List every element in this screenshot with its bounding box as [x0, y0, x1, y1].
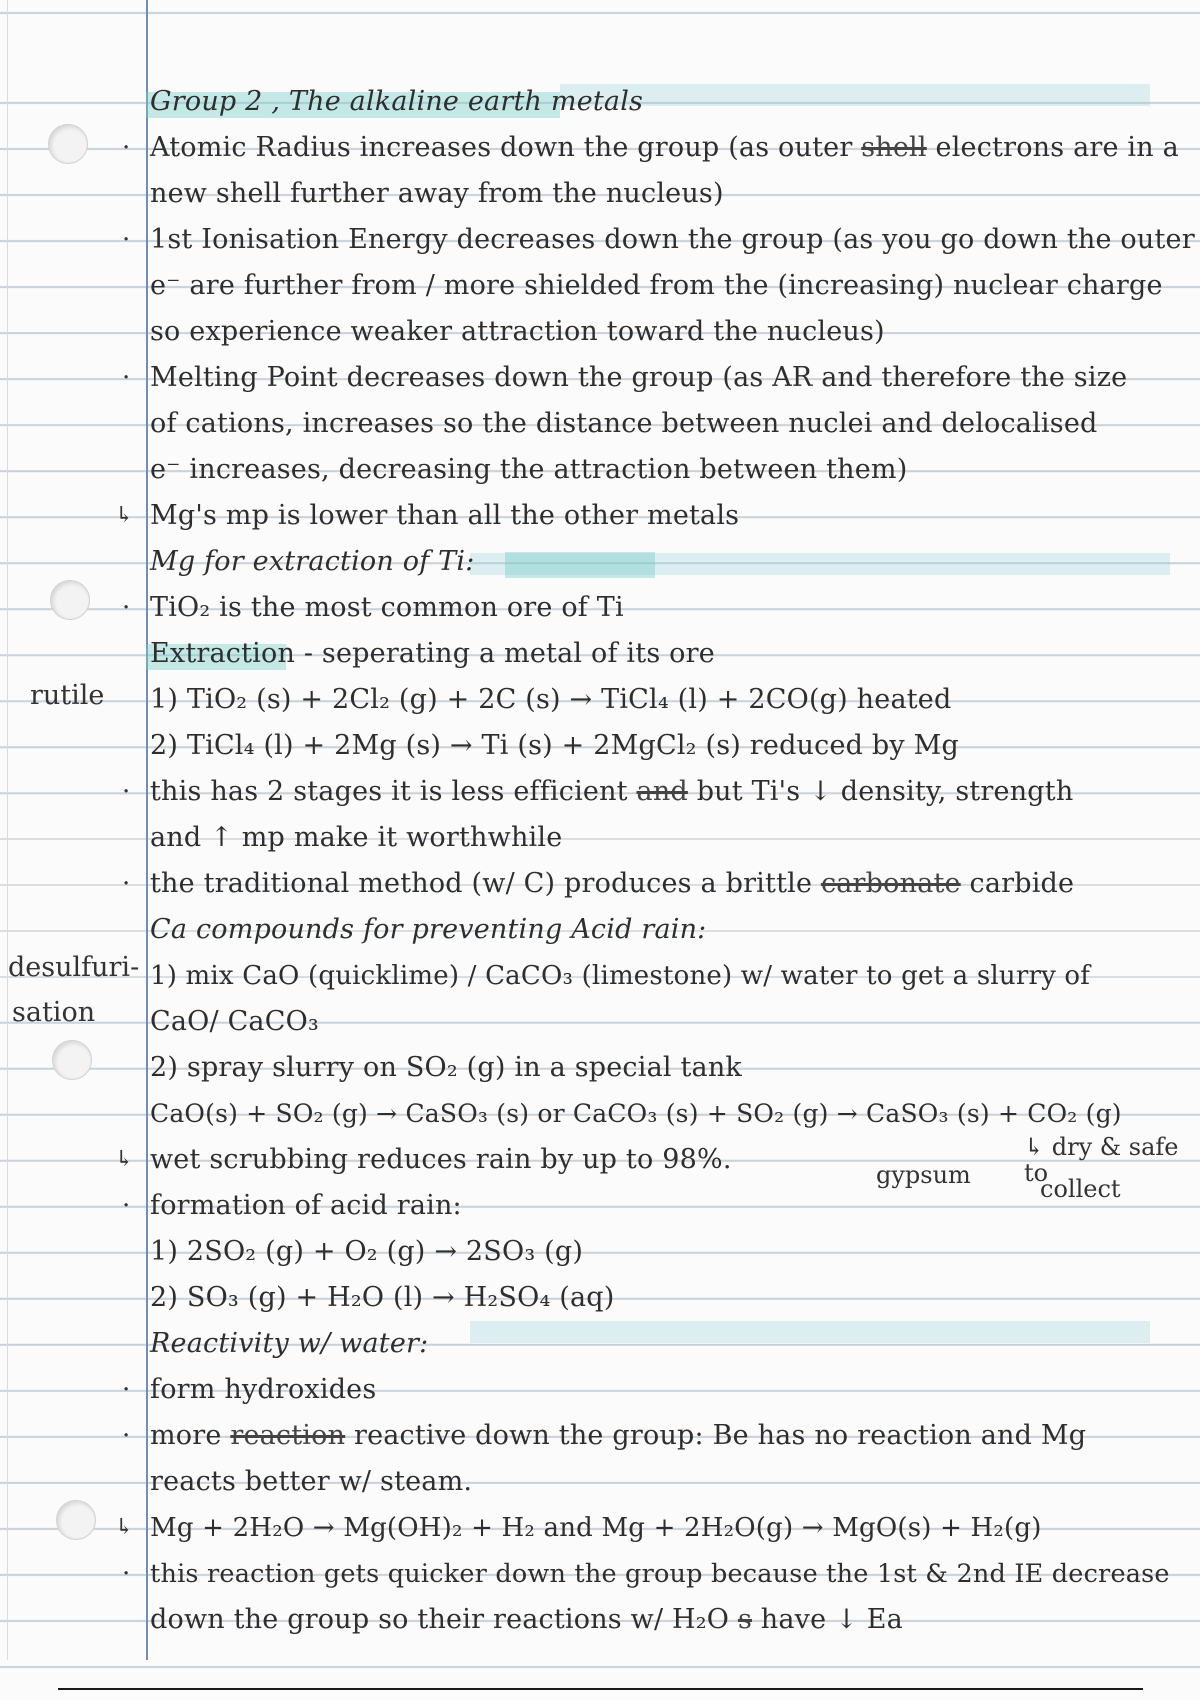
bullet-marker: ·: [122, 1559, 131, 1589]
struck-word: reaction: [230, 1420, 346, 1451]
note-line: of cations, increases so the distance between nuclei and delocalised: [150, 408, 1098, 439]
note-line: Melting Point decreases down the group (as AR and therefore the size: [150, 362, 1128, 393]
note-line: [150, 126, 1179, 170]
subheading-acid-rain: Ca compounds for preventing Acid rain:: [150, 914, 707, 945]
subheading-reactivity: Reactivity w/ water:: [150, 1328, 429, 1359]
show-through-band: [470, 1321, 1150, 1343]
side-label-rutile: rutile: [30, 680, 105, 711]
bullet-marker: ·: [122, 133, 131, 163]
title-group-2: Group 2 , The alkaline earth metals: [150, 86, 644, 117]
note-line: new shell further away from the nucleus): [150, 178, 724, 209]
note-line: formation of acid rain:: [150, 1190, 462, 1221]
bullet-marker: ·: [122, 1191, 131, 1221]
bullet-marker: ·: [122, 1421, 131, 1451]
line-text-end: have ↓ Ea: [752, 1604, 903, 1635]
note-gypsum: gypsum: [876, 1161, 971, 1189]
left-edge-line: [7, 0, 8, 1660]
note-line: e⁻ increases, decreasing the attraction between them): [150, 454, 908, 485]
bullet-marker: ·: [122, 1375, 131, 1405]
note-line: [150, 862, 1074, 906]
line-text: more: [150, 1420, 222, 1451]
line-text-end: carbide: [960, 868, 1075, 899]
highlight-band: [505, 552, 655, 578]
note-line: form hydroxides: [150, 1374, 377, 1405]
note-line: Mg's mp is lower than all the other metals: [150, 500, 740, 531]
bullet-marker: ·: [122, 869, 131, 899]
arrow-marker: ↳: [115, 503, 134, 528]
punch-hole-2: [50, 580, 90, 620]
equation-line: 1) 2SO₂ (g) + O₂ (g) → 2SO₃ (g): [150, 1236, 584, 1267]
line-text-end: electrons are in a: [926, 132, 1179, 163]
bullet-marker: ·: [122, 593, 131, 623]
equation-line: 1) TiO₂ (s) + 2Cl₂ (g) + 2C (s) → TiCl₄ (l) + 2CO(g) heated: [150, 684, 952, 715]
struck-word: s: [737, 1604, 752, 1635]
equation-line: Mg + 2H₂O → Mg(OH)₂ + H₂ and Mg + 2H₂O(g) → MgO(s) + H₂(g): [150, 1513, 1042, 1543]
note-line: wet scrubbing reduces rain by up to 98%.: [150, 1144, 732, 1175]
note-line: TiO₂ is the most common ore of Ti: [150, 592, 624, 623]
equation-line: 2) SO₃ (g) + H₂O (l) → H₂SO₄ (aq): [150, 1282, 615, 1313]
punch-hole-1: [48, 124, 88, 164]
note-line: Extraction - seperating a metal of its ore: [150, 638, 715, 669]
note-line: so experience weaker attraction toward the nucleus): [150, 316, 885, 347]
note-line: [150, 1598, 903, 1642]
line-text: down the group so their reactions w/ H₂O: [150, 1604, 730, 1635]
note-line: [150, 770, 1073, 814]
equation-line: CaO(s) + SO₂ (g) → CaSO₃ (s) or CaCO₃ (s) + SO₂ (g) → CaSO₃ (s) + CO₂ (g): [150, 1099, 1122, 1128]
line-text: Atomic Radius increases down the group (as outer: [150, 132, 853, 163]
arrow-marker: ↳: [115, 1147, 134, 1172]
note-line: reacts better w/ steam.: [150, 1466, 473, 1497]
note-line: e⁻ are further from / more shielded from the (increasing) nuclear charge: [150, 270, 1163, 301]
punch-hole-3: [52, 1040, 92, 1080]
show-through-band: [560, 84, 1150, 106]
bullet-marker: ·: [122, 777, 131, 807]
note-line: 1) mix CaO (quicklime) / CaCO₃ (limestone) w/ water to get a slurry of: [150, 961, 1091, 991]
note-line: 1st Ionisation Energy decreases down the group (as you go down the outer: [150, 224, 1195, 255]
equation-line: 2) TiCl₄ (l) + 2Mg (s) → Ti (s) + 2MgCl₂ (s) reduced by Mg: [150, 730, 959, 761]
line-text: this has 2 stages it is less efficient: [150, 776, 628, 807]
line-text: the traditional method (w/ C) produces a brittle: [150, 868, 813, 899]
note-dry-safe-1: ↳ dry & safe to: [1024, 1133, 1179, 1187]
line-text-end: but Ti's ↓ density, strength: [687, 776, 1074, 807]
note-line: and ↑ mp make it worthwhile: [150, 822, 563, 853]
side-label-desulfurisation-2: sation: [12, 997, 96, 1028]
note-line: this reaction gets quicker down the group because the 1st & 2nd IE decrease: [150, 1559, 1170, 1589]
arrow-marker: ↳: [115, 1515, 134, 1540]
note-line: 2) spray slurry on SO₂ (g) in a special tank: [150, 1052, 742, 1083]
bullet-marker: ·: [122, 225, 131, 255]
struck-word: shell: [861, 132, 927, 163]
note-line: CaO/ CaCO₃: [150, 1006, 319, 1037]
struck-word: and: [636, 776, 688, 807]
side-label-desulfurisation-1: desulfuri-: [8, 952, 140, 983]
note-dry-safe-2: collect: [1040, 1175, 1121, 1203]
subheading-mg-extraction: Mg for extraction of Ti:: [150, 546, 475, 577]
bullet-marker: ·: [122, 363, 131, 393]
punch-hole-4: [56, 1500, 96, 1540]
margin-line: [146, 0, 148, 1660]
note-line: [150, 1414, 1086, 1458]
struck-word: carbonate: [820, 868, 961, 899]
line-text-end: reactive down the group: Be has no reaction and Mg: [345, 1420, 1087, 1451]
bottom-rule: [58, 1688, 1143, 1690]
